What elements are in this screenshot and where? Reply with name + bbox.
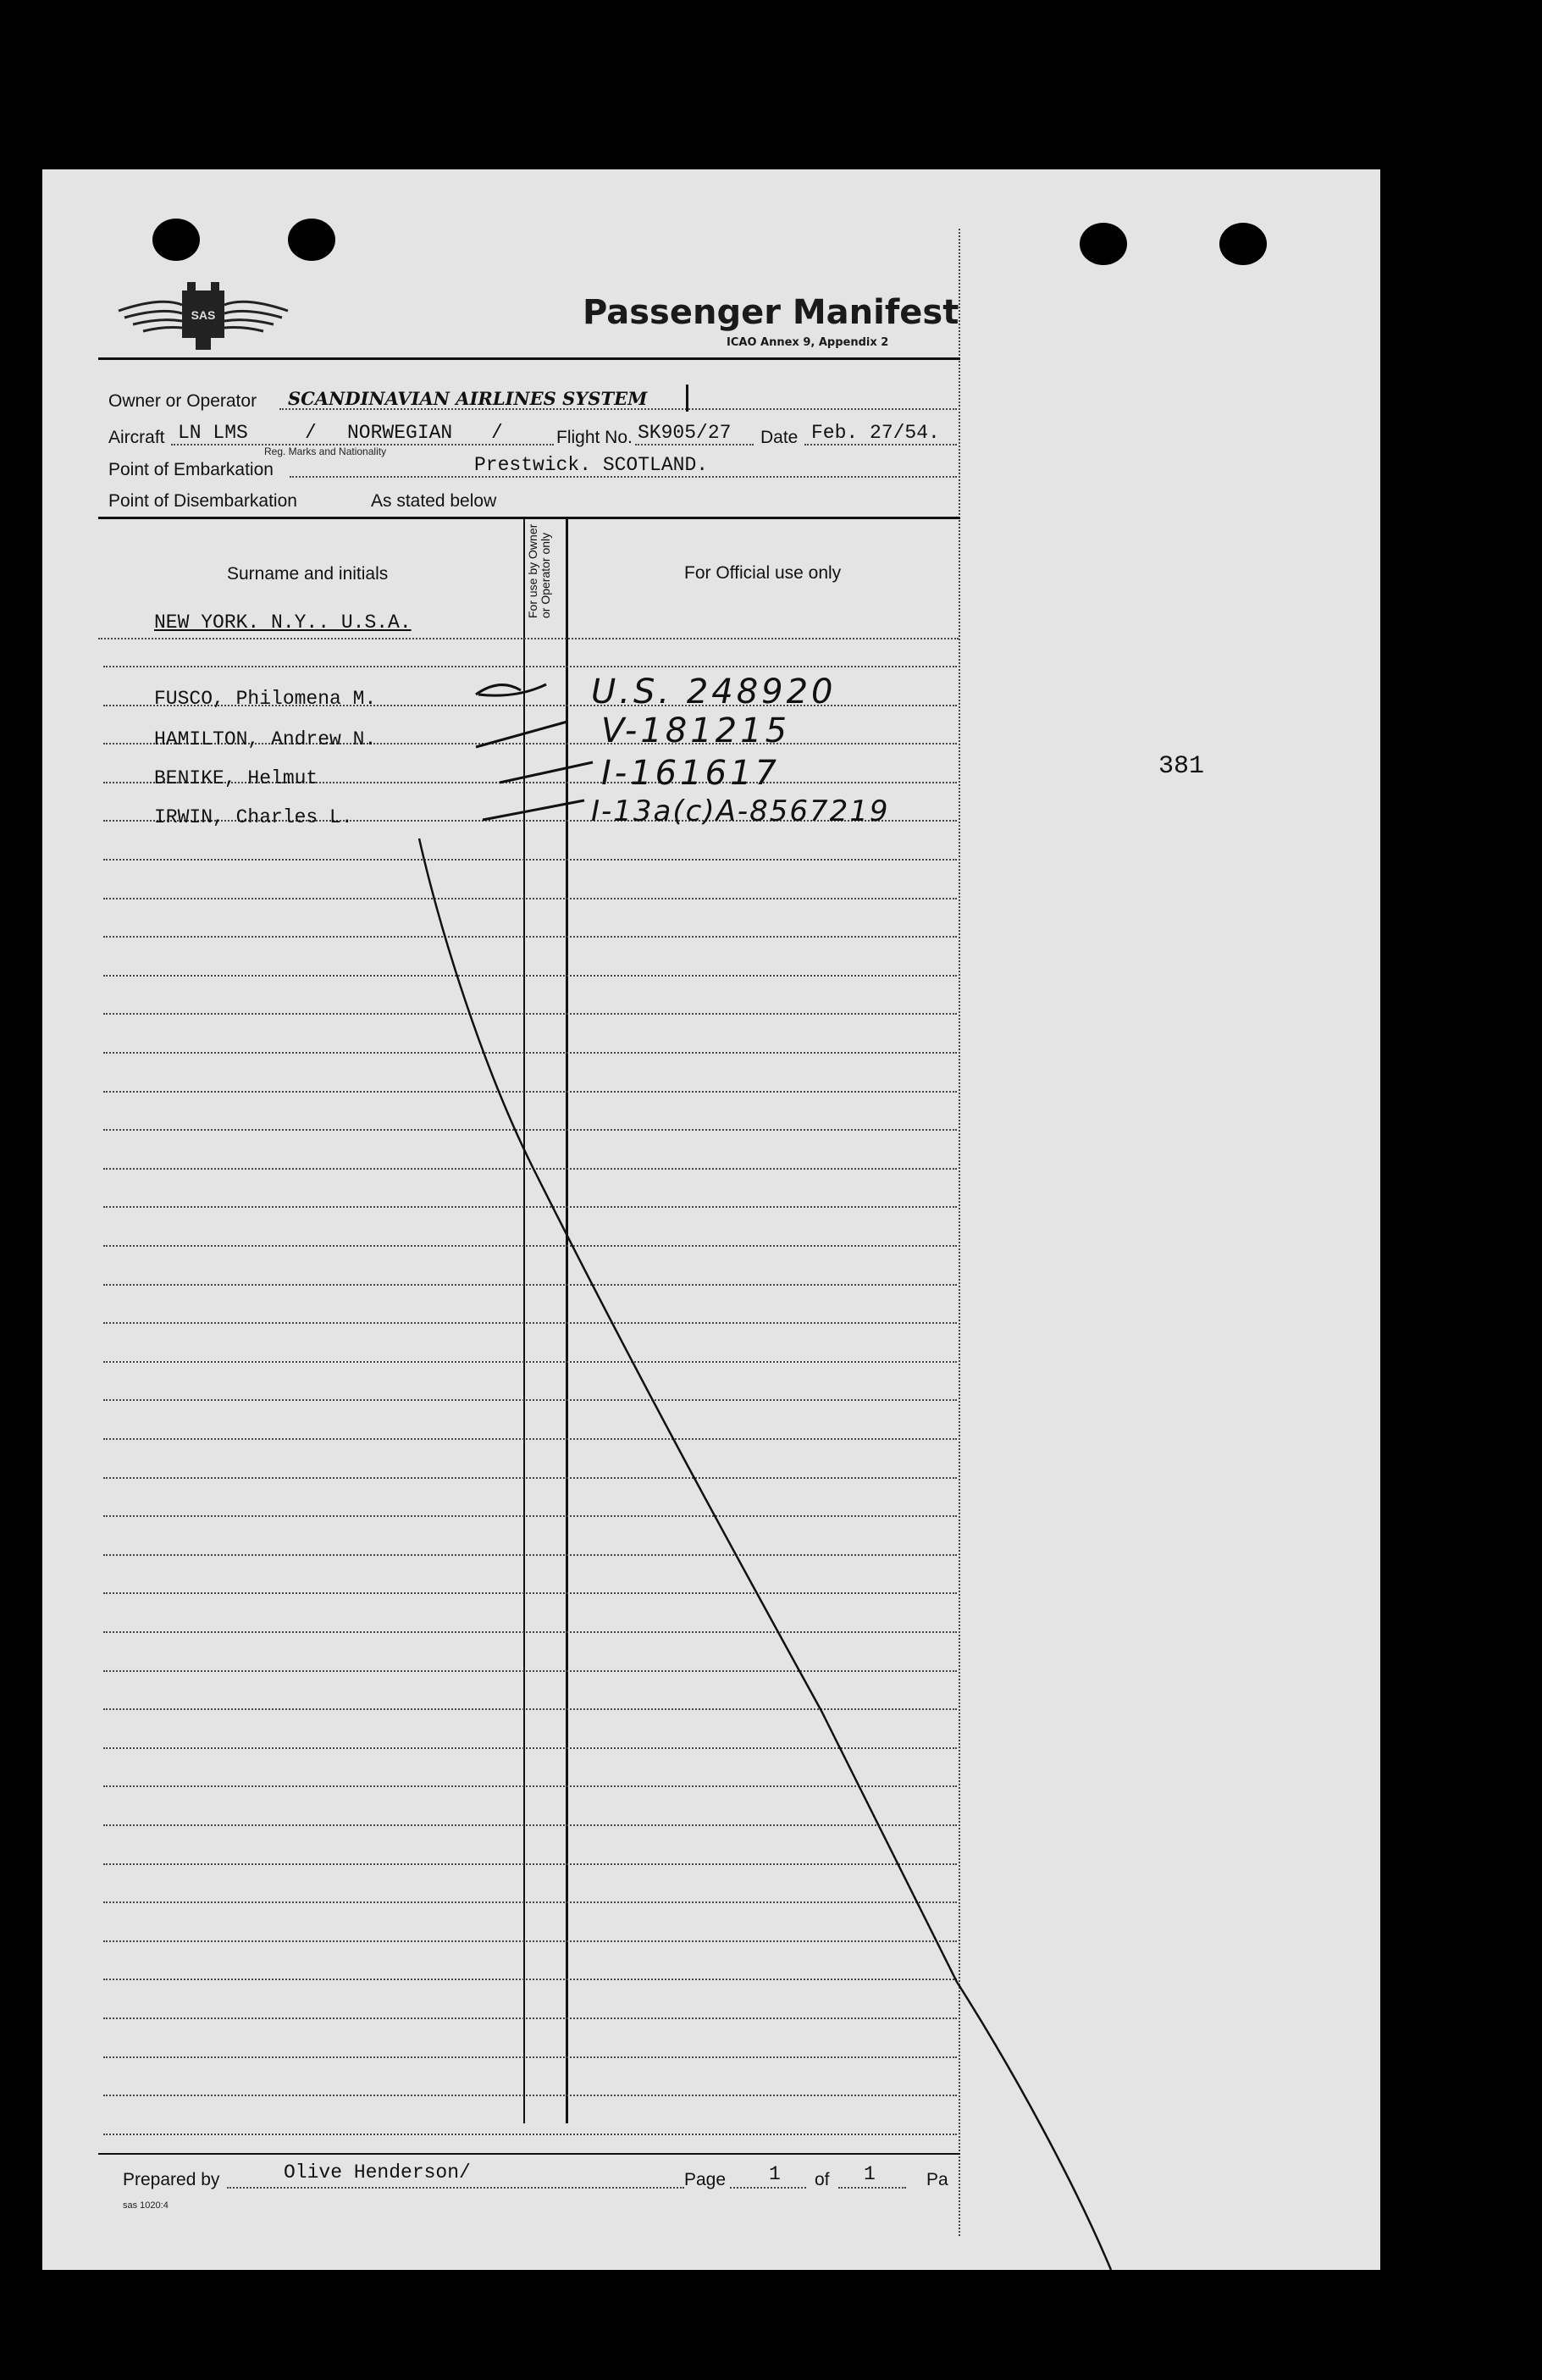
official-entry: V-181215 [601, 711, 791, 750]
side-number: 381 [1158, 752, 1205, 781]
aircraft-separator: / [491, 422, 503, 444]
prepared-line [227, 2187, 684, 2189]
of-value: 1 [864, 2163, 876, 2185]
date-value: Feb. 27/54. [811, 422, 940, 444]
aircraft-reg: LN LMS [178, 422, 248, 444]
of-label: of [815, 2170, 830, 2189]
passenger-name: IRWIN, Charles L. [154, 806, 353, 828]
aircraft-separator: / [305, 422, 317, 444]
passenger-name: FUSCO, Philomena M. [154, 688, 377, 710]
pen-marks [42, 169, 1380, 2270]
page-value: 1 [769, 2163, 781, 2185]
form-code: sas 1020:4 [123, 2200, 169, 2211]
form-title: Passenger Manifest [583, 293, 959, 332]
prepared-label: Prepared by [123, 2170, 220, 2189]
official-entry: U.S. 248920 [591, 672, 837, 711]
page-cut-label: Pa [926, 2170, 948, 2189]
aircraft-nationality: NORWEGIAN [347, 422, 453, 444]
flight-value: SK905/27 [638, 422, 732, 444]
footer-rule [98, 2153, 960, 2155]
col-official-header: For Official use only [684, 563, 842, 583]
flight-label: Flight No. [556, 428, 633, 447]
disembark-label: Point of Disembarkation [108, 491, 297, 511]
disembark-value: As stated below [371, 491, 497, 511]
official-entry: I-13a(c)A-8567219 [591, 794, 890, 828]
embark-label: Point of Embarkation [108, 460, 274, 479]
form-subtitle: ICAO Annex 9, Appendix 2 [727, 336, 889, 349]
svg-text:SAS: SAS [191, 308, 216, 322]
page-line [730, 2187, 806, 2189]
owner-value: SCANDINAVIAN AIRLINES SYSTEM [288, 388, 648, 409]
manifest-page [42, 169, 1380, 2270]
official-entry: I-161617 [601, 754, 780, 793]
reg-note: Reg. Marks and Nationality [264, 446, 387, 457]
destination: NEW YORK. N.Y.. U.S.A. [154, 612, 412, 634]
owner-label: Owner or Operator [108, 391, 257, 411]
prepared-value: Olive Henderson/ [284, 2161, 471, 2184]
date-label: Date [760, 428, 799, 447]
aircraft-label: Aircraft [108, 428, 165, 447]
col-surname-header: Surname and initials [227, 564, 389, 584]
of-line [838, 2187, 906, 2189]
col-owner-header: For use by Owner or Operator only [526, 523, 552, 618]
embark-value: Prestwick. SCOTLAND. [474, 454, 709, 476]
passenger-name: HAMILTON, Andrew N. [154, 728, 377, 750]
page-label: Page [684, 2170, 727, 2189]
passenger-name: BENIKE, Helmut [154, 767, 318, 789]
